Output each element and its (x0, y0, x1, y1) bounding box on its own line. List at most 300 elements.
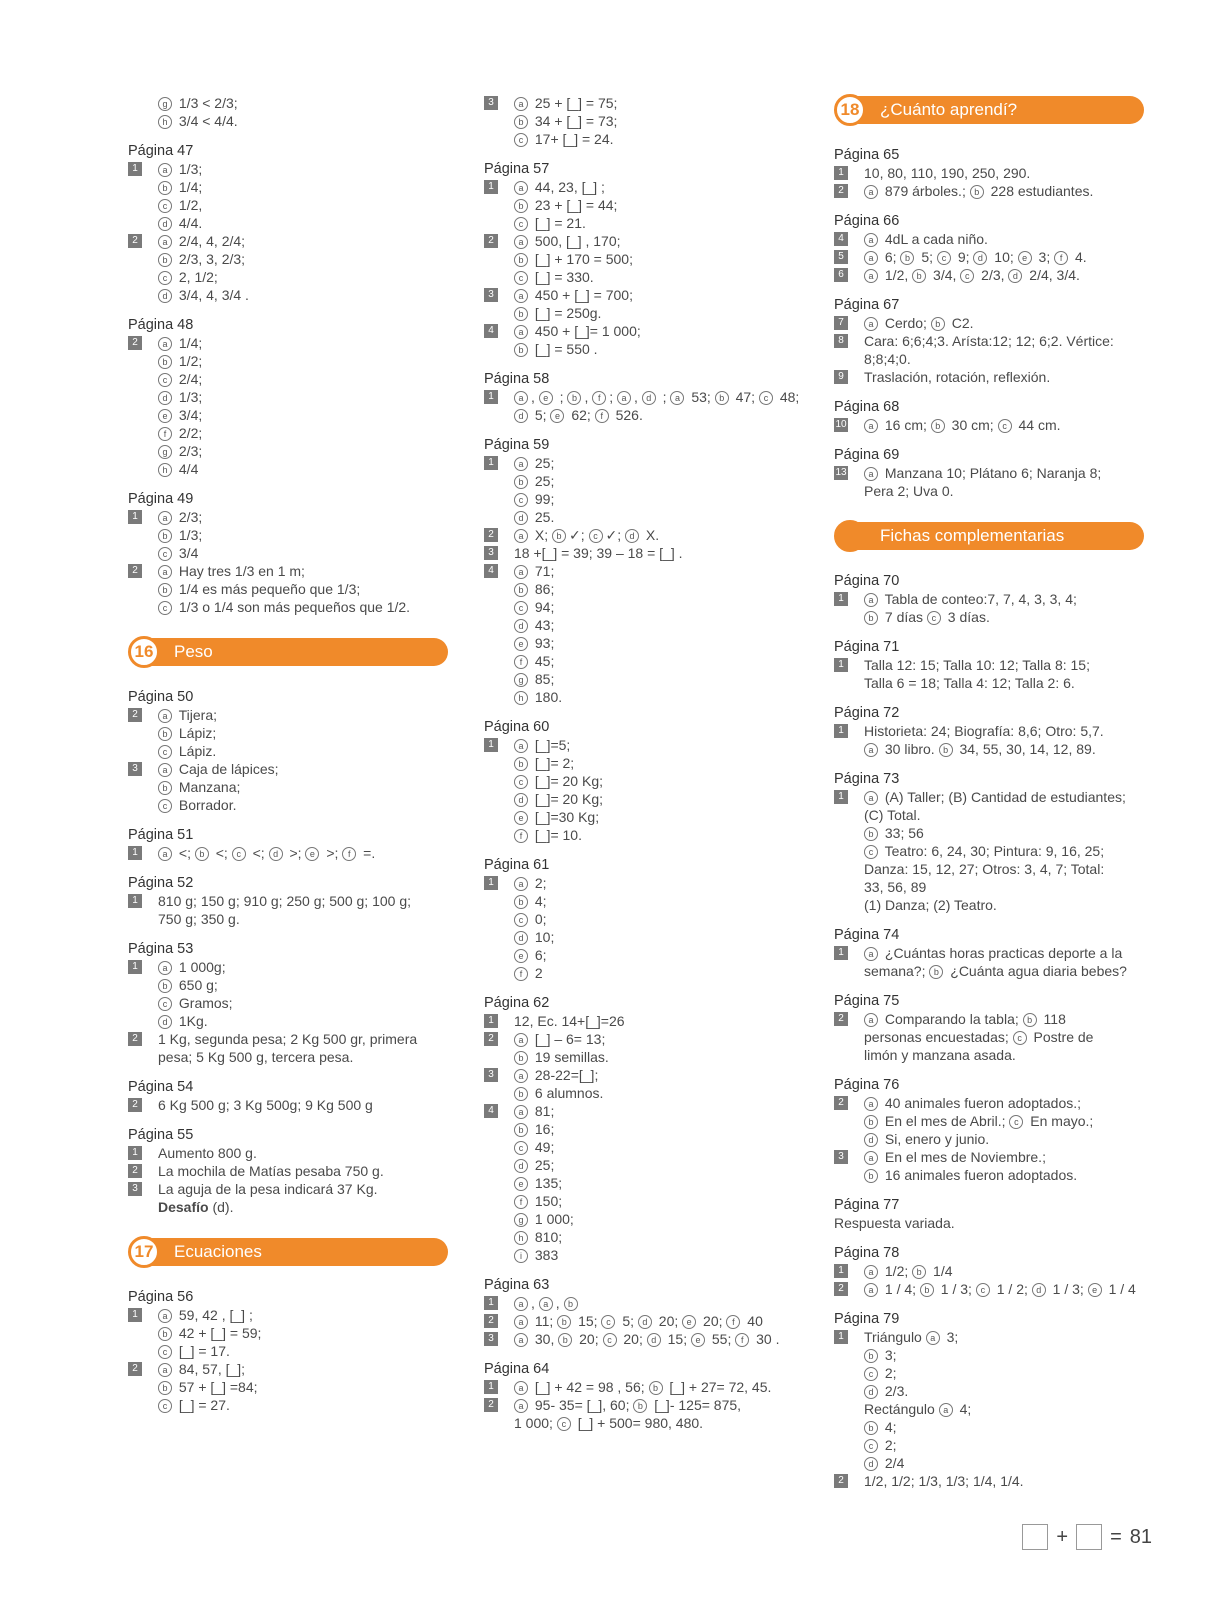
exercise-number-box: 2 (484, 1314, 498, 1328)
answer-text: b 1/3; (158, 526, 448, 544)
answer-text: 10, 80, 110, 190, 250, 290. (864, 165, 1031, 181)
answer-line (484, 1120, 804, 1138)
answer-line (484, 1312, 804, 1330)
circled-letter: d (269, 847, 283, 861)
answer-text: b [_] + 170 = 500; (514, 250, 804, 268)
answer-text: e 135; (514, 1174, 804, 1192)
circled-letter: a (864, 1265, 878, 1279)
answer-text: c 49; (514, 1138, 804, 1156)
circled-letter: b (158, 979, 172, 993)
circled-letter: b (514, 115, 528, 129)
exercise-number-box: 4 (834, 232, 848, 246)
exercise-number-box: 2 (484, 234, 498, 248)
answer-text: Desafío (d). (158, 1199, 234, 1215)
circled-letter: c (158, 373, 172, 387)
circled-letter: a (864, 1151, 878, 1165)
answer-text: a [_] – 6= 13; (514, 1030, 804, 1048)
circled-letter: c (759, 391, 773, 405)
exercise-number-box: 1 (484, 738, 498, 752)
circled-letter: b (864, 827, 878, 841)
page-heading: Página 70 (834, 573, 900, 589)
answer-text: b 33; 56 (864, 824, 1144, 842)
circled-letter: c (864, 1439, 878, 1453)
answer-line (484, 94, 804, 112)
answer-block (128, 940, 448, 1066)
answer-text: f [_]= 10. (514, 826, 804, 844)
answer-text: a 450 + [_] = 700; (514, 286, 804, 304)
circled-letter: c (158, 547, 172, 561)
circled-letter: c (603, 1333, 617, 1347)
answer-text: d [_]= 20 Kg; (514, 790, 804, 808)
answer-line (834, 1112, 1144, 1130)
exercise-number-box: 2 (128, 234, 142, 248)
page-heading: Página 49 (128, 491, 194, 507)
circled-letter: c (158, 271, 172, 285)
circled-letter: c (1009, 1115, 1023, 1129)
circled-letter: f (342, 847, 356, 861)
circled-letter: d (514, 1159, 528, 1173)
circled-letter: d (158, 289, 172, 303)
answer-line (834, 1382, 1144, 1400)
circled-letter: c (514, 913, 528, 927)
circled-letter: b (633, 1399, 647, 1413)
answer-text: b 16; (514, 1120, 804, 1138)
circled-letter: a (514, 1297, 528, 1311)
circled-letter: a (158, 763, 172, 777)
answer-line (834, 788, 1144, 824)
answer-line (834, 464, 1144, 500)
exercise-number-box: 2 (128, 336, 142, 350)
circled-letter: f (726, 1315, 740, 1329)
answer-text: e 93; (514, 634, 804, 652)
circled-letter: b (864, 1169, 878, 1183)
answer-line (484, 250, 804, 268)
circled-letter: d (864, 1457, 878, 1471)
answer-text: a 95- 35= [_], 60; b [_]- 125= 875, 1 000; c [_] + 500= 980, 480. (514, 1397, 742, 1431)
answer-text: a 59, 42 , [_] ; (158, 1306, 448, 1324)
answer-text: a [_] + 42 = 98 , 56; b [_] + 27= 72, 45. (514, 1378, 804, 1396)
page-heading: Página 68 (834, 399, 900, 415)
circled-letter: c (514, 775, 528, 789)
answer-line (128, 214, 448, 232)
answer-block (484, 718, 804, 844)
answer-block (128, 94, 448, 130)
answer-line (834, 248, 1144, 266)
answer-text: a Tabla de conteo:7, 7, 4, 3, 3, 4; (864, 590, 1144, 608)
circled-letter: b (931, 317, 945, 331)
answer-text: c Lápiz. (158, 742, 448, 760)
exercise-number-box: 3 (484, 1332, 498, 1346)
answer-text: g 2/3; (158, 442, 448, 460)
answer-line (834, 1130, 1144, 1148)
answer-text: c 2/4; (158, 370, 448, 388)
answer-block (834, 770, 1144, 914)
answer-text: (1) Danza; (2) Teatro. (864, 897, 997, 913)
answer-block (834, 212, 1144, 284)
answer-text: Traslación, rotación, reflexión. (864, 369, 1051, 385)
answer-text: d Si, enero y junio. (864, 1130, 1144, 1148)
answer-text: b 7 días c 3 días. (864, 608, 1144, 626)
answer-line (128, 562, 448, 580)
exercise-number-box: 3 (484, 96, 498, 110)
answer-text: a Manzana 10; Plátano 6; Naranja 8; Pera 2; Uva 0. (864, 465, 1102, 499)
circled-letter: a (158, 565, 172, 579)
circled-letter: b (514, 343, 528, 357)
circled-letter: a (514, 1105, 528, 1119)
exercise-number-box: 2 (484, 1398, 498, 1412)
exercise-number-box: 1 (484, 456, 498, 470)
circled-letter: e (1018, 251, 1032, 265)
answer-line (484, 1066, 804, 1084)
exercise-number-box: 3 (484, 1068, 498, 1082)
answer-text: 1/2, 1/2; 1/3, 1/3; 1/4, 1/4. (864, 1473, 1024, 1489)
answer-line (128, 1360, 448, 1378)
answer-text: a 16 cm; b 30 cm; c 44 cm. (864, 416, 1144, 434)
answer-line (484, 1246, 804, 1264)
page-heading: Página 56 (128, 1289, 194, 1305)
answer-text: a ¿Cuántas horas practicas deporte a la semana?; b ¿Cuánta agua diaria bebes? (864, 945, 1127, 979)
answer-line (484, 232, 804, 250)
answer-line (834, 314, 1144, 332)
answer-line (128, 268, 448, 286)
circled-letter: c (1013, 1031, 1027, 1045)
circled-letter: b (514, 307, 528, 321)
answer-text: a 30, b 20; c 20; d 15; e 55; f 30 . (514, 1330, 804, 1348)
circled-letter: b (1023, 1013, 1037, 1027)
exercise-number-box: 2 (128, 708, 142, 722)
answer-line (484, 736, 804, 754)
circled-letter: g (514, 673, 528, 687)
column-1 (128, 94, 448, 1426)
answer-line (484, 214, 804, 232)
answer-line (484, 688, 804, 706)
answer-text: f 2/2; (158, 424, 448, 442)
exercise-number-box: 2 (128, 1032, 142, 1046)
page-heading: Página 47 (128, 143, 194, 159)
circled-letter: a (158, 235, 172, 249)
answer-text: h 4/4 (158, 460, 448, 478)
circled-letter: g (514, 1213, 528, 1227)
exercise-number-box: 10 (835, 419, 847, 430)
answer-line (128, 424, 448, 442)
exercise-number-box: 1 (834, 658, 848, 672)
answer-block (128, 874, 448, 928)
circled-letter: f (1054, 251, 1068, 265)
exercise-number-box: 1 (128, 162, 142, 176)
circled-letter: a (864, 947, 878, 961)
circled-letter: d (642, 391, 656, 405)
answer-text: a 25 + [_] = 75; (514, 94, 804, 112)
answer-line (128, 796, 448, 814)
circled-letter: b (195, 847, 209, 861)
page-heading: Página 79 (834, 1311, 900, 1327)
circled-letter: e (514, 811, 528, 825)
circled-letter: b (158, 1327, 172, 1341)
answer-text: i 383 (514, 1246, 804, 1264)
section-title: Ecuaciones (174, 1242, 262, 1261)
circled-letter: d (158, 1015, 172, 1029)
answer-line (484, 1138, 804, 1156)
exercise-number-box: 2 (128, 1164, 142, 1178)
answer-text: a 450 + [_]= 1 000; (514, 322, 804, 340)
answer-line (484, 472, 804, 490)
circled-letter: f (514, 829, 528, 843)
page-heading: Página 50 (128, 689, 194, 705)
answer-text: f 150; (514, 1192, 804, 1210)
answer-text: c [_] = 27. (158, 1396, 448, 1414)
answer-line (484, 322, 804, 340)
circled-letter: c (937, 251, 951, 265)
answer-text: d 10; (514, 928, 804, 946)
answer-line (834, 368, 1144, 386)
answer-line (834, 182, 1144, 200)
answer-line (484, 304, 804, 322)
circled-letter: a (514, 1033, 528, 1047)
answer-text: b 2/3, 3, 2/3; (158, 250, 448, 268)
page-heading: Página 69 (834, 447, 900, 463)
answer-text: b En el mes de Abril.; c En mayo.; (864, 1112, 1144, 1130)
answer-text: a 6; b 5; c 9; d 10; e 3; f 4. (864, 248, 1144, 266)
circled-letter: b (514, 1051, 528, 1065)
circled-letter: a (514, 1333, 528, 1347)
answer-block (484, 370, 804, 424)
circled-letter: c (514, 493, 528, 507)
answer-block (484, 994, 804, 1264)
answer-line (484, 1228, 804, 1246)
answer-text: a 28-22=[_]; (514, 1066, 804, 1084)
circled-letter: b (567, 391, 581, 405)
answer-text: d 1/3; (158, 388, 448, 406)
circled-letter: h (514, 1231, 528, 1245)
circled-letter: a (864, 743, 878, 757)
circled-letter: b (564, 1297, 578, 1311)
answer-block (128, 1078, 448, 1114)
answer-text: d 25; (514, 1156, 804, 1174)
page-heading: Página 54 (128, 1079, 194, 1095)
answer-line (834, 1262, 1144, 1280)
circled-letter: b (158, 583, 172, 597)
exercise-number-box: 1 (128, 510, 142, 524)
circled-letter: d (514, 793, 528, 807)
circled-letter: a (514, 97, 528, 111)
answer-text: a Caja de lápices; (158, 760, 448, 778)
circled-letter: b (970, 185, 984, 199)
answer-text: c 2; (864, 1364, 1144, 1382)
circled-letter: b (557, 1315, 571, 1329)
answer-line (834, 1328, 1144, 1346)
answer-line (128, 1030, 448, 1066)
circled-letter: a (670, 391, 684, 405)
answer-line (128, 370, 448, 388)
answer-text: La mochila de Matías pesaba 750 g. (158, 1163, 384, 1179)
section-header (834, 94, 1144, 126)
answer-text: a (A) Taller; (B) Cantidad de estudiantes; (C) Total. (864, 789, 1126, 823)
circled-letter: b (912, 1265, 926, 1279)
circled-letter: a (864, 791, 878, 805)
answer-text: c 0; (514, 910, 804, 928)
answer-text: b 42 + [_] = 59; (158, 1324, 448, 1342)
answer-line (128, 544, 448, 562)
answer-text: b 3; (864, 1346, 1144, 1364)
page-heading: Página 55 (128, 1127, 194, 1143)
exercise-number-box: 2 (834, 184, 848, 198)
circled-letter: a (864, 1013, 878, 1027)
answer-block (834, 1076, 1144, 1184)
exercise-number-box: 1 (128, 894, 142, 908)
exercise-number-box: 4 (484, 564, 498, 578)
answer-text: b [_]= 2; (514, 754, 804, 772)
answer-text: g 1 000; (514, 1210, 804, 1228)
answer-line (484, 670, 804, 688)
answer-line (484, 826, 804, 844)
exercise-number-box: 1 (484, 876, 498, 890)
circled-letter: a (514, 181, 528, 195)
answer-line (484, 526, 804, 544)
answer-text: c 2; (864, 1436, 1144, 1454)
answer-line (128, 1324, 448, 1342)
answer-line (128, 442, 448, 460)
answer-text: a Hay tres 1/3 en 1 m; (158, 562, 448, 580)
answer-text: a [_]=5; (514, 736, 804, 754)
answer-text: a <; b <; c <; d >; e >; f =. (158, 844, 448, 862)
circled-letter: a (514, 325, 528, 339)
circled-letter: c (601, 1315, 615, 1329)
answer-text: c 3/4 (158, 544, 448, 562)
answer-text: b 86; (514, 580, 804, 598)
answer-line (834, 824, 1144, 842)
answer-line (128, 388, 448, 406)
answer-text: d 25. (514, 508, 804, 526)
answer-text: b Lápiz; (158, 724, 448, 742)
answer-text: g 85; (514, 670, 804, 688)
circled-letter: e (514, 949, 528, 963)
answer-line (484, 1210, 804, 1228)
circled-letter: a (514, 877, 528, 891)
exercise-number-box: 2 (834, 1012, 848, 1026)
exercise-number-box: 2 (834, 1474, 848, 1488)
circled-letter: c (514, 1141, 528, 1155)
answer-text: h 3/4 < 4/4. (158, 112, 448, 130)
answer-line (484, 580, 804, 598)
answer-line (484, 286, 804, 304)
answer-line (128, 526, 448, 544)
circled-letter: b (158, 727, 172, 741)
exercise-number-box: 8 (834, 334, 848, 348)
circled-letter: d (973, 251, 987, 265)
answer-text: b 23 + [_] = 44; (514, 196, 804, 214)
answer-text: La aguja de la pesa indicará 37 Kg. (158, 1181, 378, 1197)
answer-text: d 43; (514, 616, 804, 634)
circled-letter: a (514, 1399, 528, 1413)
answer-line (128, 196, 448, 214)
answer-line (484, 1294, 804, 1312)
answer-line (834, 1214, 1144, 1232)
page-heading: Página 76 (834, 1077, 900, 1093)
exercise-number-box: 9 (834, 370, 848, 384)
answer-line (128, 1198, 448, 1216)
circled-letter: a (158, 511, 172, 525)
circled-letter: a (539, 1297, 553, 1311)
circled-letter: b (514, 253, 528, 267)
circled-letter: a (514, 391, 528, 405)
answer-text: a , a , b (514, 1294, 804, 1312)
answer-block (834, 704, 1144, 758)
section-title: Peso (174, 642, 213, 661)
answer-line (484, 598, 804, 616)
answer-block (484, 1276, 804, 1348)
answer-text: a 1 / 4; b 1 / 3; c 1 / 2; d 1 / 3; e 1 / 4 (864, 1280, 1144, 1298)
circled-letter: c (960, 269, 974, 283)
circled-letter: a (864, 593, 878, 607)
circled-letter: a (158, 337, 172, 351)
circled-letter: a (939, 1403, 953, 1417)
circled-letter: d (158, 217, 172, 231)
answer-line (484, 112, 804, 130)
answer-line (128, 742, 448, 760)
answer-text: a En el mes de Noviembre.; (864, 1148, 1144, 1166)
answer-line (128, 598, 448, 616)
exercise-number-box: 4 (484, 1104, 498, 1118)
answer-block (834, 638, 1144, 692)
answer-text: Talla 12: 15; Talla 10: 12; Talla 8: 15; Talla 6 = 18; Talla 4: 12; Talla 2: 6. (864, 657, 1090, 691)
equals-sign: = (1110, 1525, 1122, 1548)
circled-letter: b (558, 1333, 572, 1347)
answer-block (834, 398, 1144, 434)
answer-line (484, 616, 804, 634)
circled-letter: f (514, 655, 528, 669)
answer-text: 6 Kg 500 g; 3 Kg 500g; 9 Kg 500 g (158, 1097, 373, 1113)
circled-letter: g (158, 445, 172, 459)
answer-line (484, 1102, 804, 1120)
circled-letter: c (976, 1283, 990, 1297)
circled-letter: e (691, 1333, 705, 1347)
answer-line (484, 1030, 804, 1048)
answer-block (834, 296, 1144, 386)
circled-letter: a (514, 565, 528, 579)
answer-line (484, 490, 804, 508)
exercise-number-box: 1 (128, 846, 142, 860)
circled-letter: d (647, 1333, 661, 1347)
answer-line (834, 608, 1144, 626)
circled-letter: b (912, 269, 926, 283)
answer-line (128, 958, 448, 976)
answer-block (834, 572, 1144, 626)
circled-letter: d (514, 511, 528, 525)
answer-text: e [_]=30 Kg; (514, 808, 804, 826)
answer-text: Rectángulo a 4; (864, 1401, 972, 1417)
circled-letter: a (158, 163, 172, 177)
section-number (834, 520, 866, 552)
circled-letter: e (1088, 1283, 1102, 1297)
answer-block (128, 826, 448, 862)
circled-letter: b (158, 253, 172, 267)
answer-line (834, 1094, 1144, 1112)
blank-square-1 (1022, 1524, 1048, 1550)
answer-line (128, 844, 448, 862)
exercise-number-box: 1 (834, 946, 848, 960)
answer-text: Historieta: 24; Biografía: 8,6; Otro: 5,7. (864, 723, 1104, 739)
answer-line (834, 164, 1144, 182)
answer-line (834, 1418, 1144, 1436)
circled-letter: h (158, 463, 172, 477)
circled-letter: b (931, 419, 945, 433)
circled-letter: b (514, 1123, 528, 1137)
circled-letter: g (158, 97, 172, 111)
answer-line (128, 334, 448, 352)
page-heading: Página 48 (128, 317, 194, 333)
answer-line (484, 790, 804, 808)
answer-line (128, 178, 448, 196)
